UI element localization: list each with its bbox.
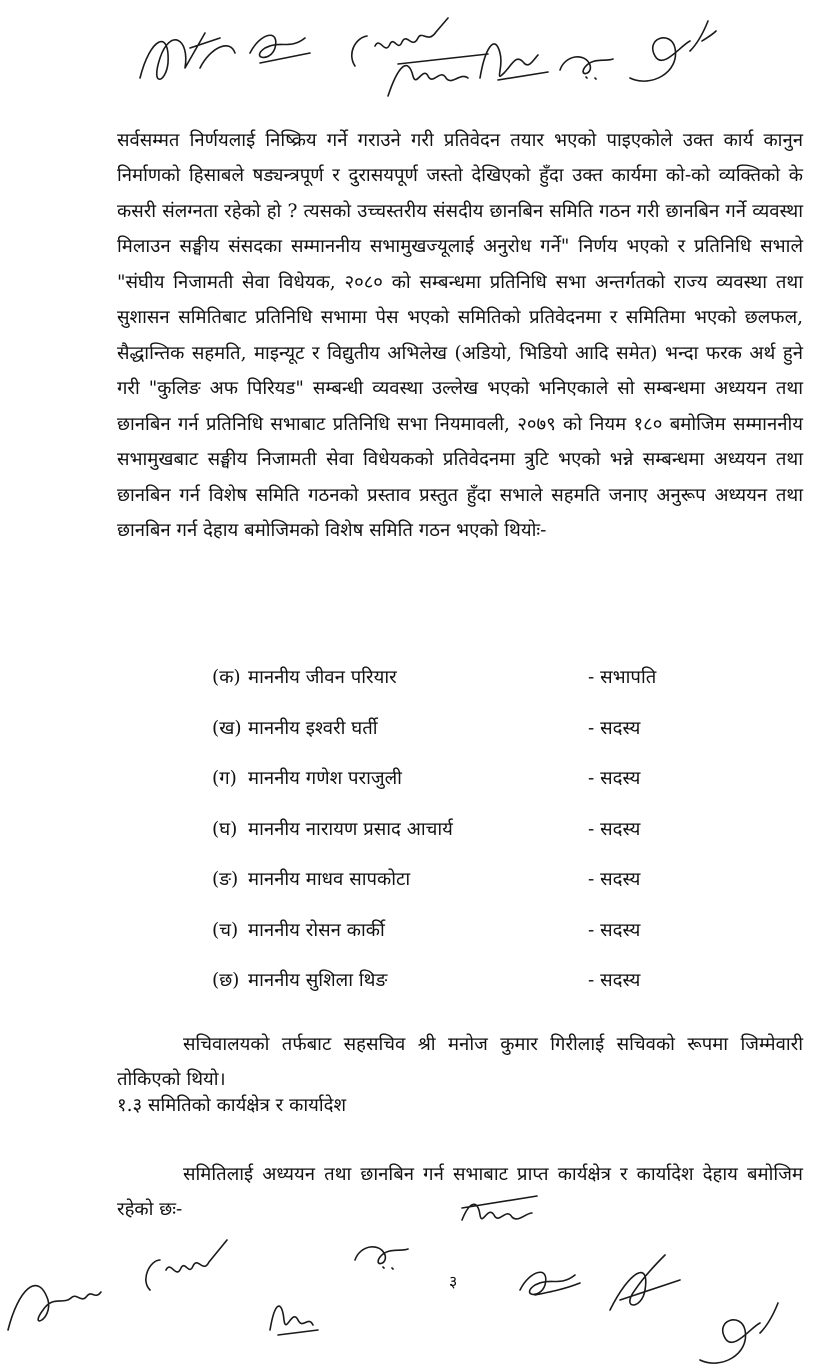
member-role: - सदस्य: [588, 919, 641, 941]
member-name: माननीय इश्वरी घर्ती: [248, 717, 378, 739]
signature-2: [250, 35, 310, 63]
body-paragraph-1: सर्वसम्मत निर्णयलाई निष्क्रिय गर्ने गराउने गरी प्रतिवेदन तयार भएको पाइएकोले उक्त कार्य कानुन निर्माणको हिसाबले षड्यन्त्रपूर्ण र दुरासयपूर्ण जस्तो देखिएको हुँदा उक्त कार्यमा को-को व्यक्तिको के कसरी संलग्नता रहेको हो ? त्यसको उच्चस्तरीय संसदीय छानबिन समिति गठन गरी छानबिन गर्ने व्यवस्था मिलाउन सङ्घीय संसदका सम्माननीय सभामुखज्यूलाई अनुरोध गर्ने" निर्णय भएको र प्रतिनिधि सभाले "संघीय निजामती सेवा विधेयक, २०८० को सम्बन्धमा प्रतिनिधि सभा अन्तर्गतको राज्य व्यवस्था तथा सुशासन समितिबाट प्रतिनिधि सभामा पेस भएको समितिको प्रतिवेदनमा र समितिमा भएको छलफल, सैद्धान्तिक सहमति, माइन्यूट र विद्युतीय अभिलेख (अडियो, भिडियो आदि समेत) भन्दा फरक अर्थ हुने गरी "कुलिङ अफ पिरियड" सम्बन्धी व्यवस्था उल्लेख भएको भनिएकाले सो सम्बन्धमा अध्ययन तथा छानबिन गर्न प्रतिनिधि सभाबाट प्रतिनिधि सभा नियमावली, २०७९ को नियम १८० बमोजिम सम्माननीय सभामुखबाट सङ्घीय निजामती सेवा विधेयकको प्रतिवेदनमा त्रुटि भएको भन्ने सम्बन्धमा अध्ययन तथा छानबिन गर्न विशेष समिति गठनको प्रस्ताव प्रस्तुत हुँदा सभाले सहमति जनाए अनुरूप अध्ययन तथा छानबिन गर्न देहाय बमोजिमको विशेष समिति गठन भएको थियोः-: [117, 129, 803, 541]
signature-1: [140, 33, 235, 79]
member-label: (ङ): [212, 869, 239, 890]
body-paragraph-2: सचिवालयको तर्फबाट सहसचिव श्री मनोज कुमार गिरीलाई सचिवको रूपमा जिम्मेवारी तोकिएको थियो।: [117, 1033, 803, 1090]
section-heading: १.३ समितिको कार्यक्षेत्र र कार्यादेश: [117, 1095, 347, 1116]
member-role: - सदस्य: [588, 970, 641, 991]
signature-5: [480, 44, 548, 80]
signature-c: [270, 1306, 318, 1335]
member-name: माननीय सुशिला थिङ: [248, 970, 388, 991]
member-role: - सदस्य: [588, 869, 641, 890]
signature-7: [630, 21, 716, 81]
member-label: (ख): [212, 717, 242, 739]
list-item: [212, 812, 692, 863]
member-name: माननीय रोसन कार्की: [248, 919, 385, 941]
body-paragraph-3: समितिलाई अध्ययन तथा छानबिन गर्न सभाबाट प्राप्त कार्यक्षेत्र र कार्यादेश देहाय बमोजिम रहेको छः-: [117, 1163, 803, 1220]
list-item: [212, 660, 692, 711]
page-number: ३: [449, 1272, 458, 1291]
list-item: [212, 711, 692, 762]
bottom-signatures: [0, 1180, 819, 1368]
signature-6: [560, 57, 613, 79]
member-name: माननीय नारायण प्रसाद आचार्य: [248, 818, 453, 840]
member-role: - सभापति: [588, 667, 657, 688]
signature-d: [355, 1247, 408, 1269]
signature-a: [8, 1286, 101, 1330]
member-name: माननीय जीवन परियार: [248, 667, 397, 688]
member-label: (च): [212, 919, 239, 941]
member-label: (घ): [212, 818, 238, 840]
member-label: (छ): [212, 970, 240, 991]
signature-f: [520, 1272, 580, 1295]
signature-3: [352, 18, 448, 66]
committee-member-list: [212, 660, 692, 1014]
signature-4: [388, 54, 488, 96]
list-item: [212, 913, 692, 964]
member-label: (क): [212, 667, 241, 688]
member-role: - सदस्य: [588, 818, 641, 840]
signature-g: [610, 1255, 680, 1310]
member-name: माननीय गणेश पराजुली: [248, 768, 402, 789]
signature-e: [462, 1196, 537, 1220]
member-name: माननीय माधव सापकोटा: [248, 869, 411, 890]
top-signatures: [130, 8, 800, 100]
member-role: - सदस्य: [588, 717, 641, 739]
signature-b: [146, 1240, 227, 1290]
list-item: [212, 963, 692, 1014]
list-item: [212, 862, 692, 913]
list-item: [212, 761, 692, 812]
member-role: - सदस्य: [588, 768, 641, 789]
signature-h: [700, 1303, 778, 1363]
member-label: (ग): [212, 768, 237, 789]
